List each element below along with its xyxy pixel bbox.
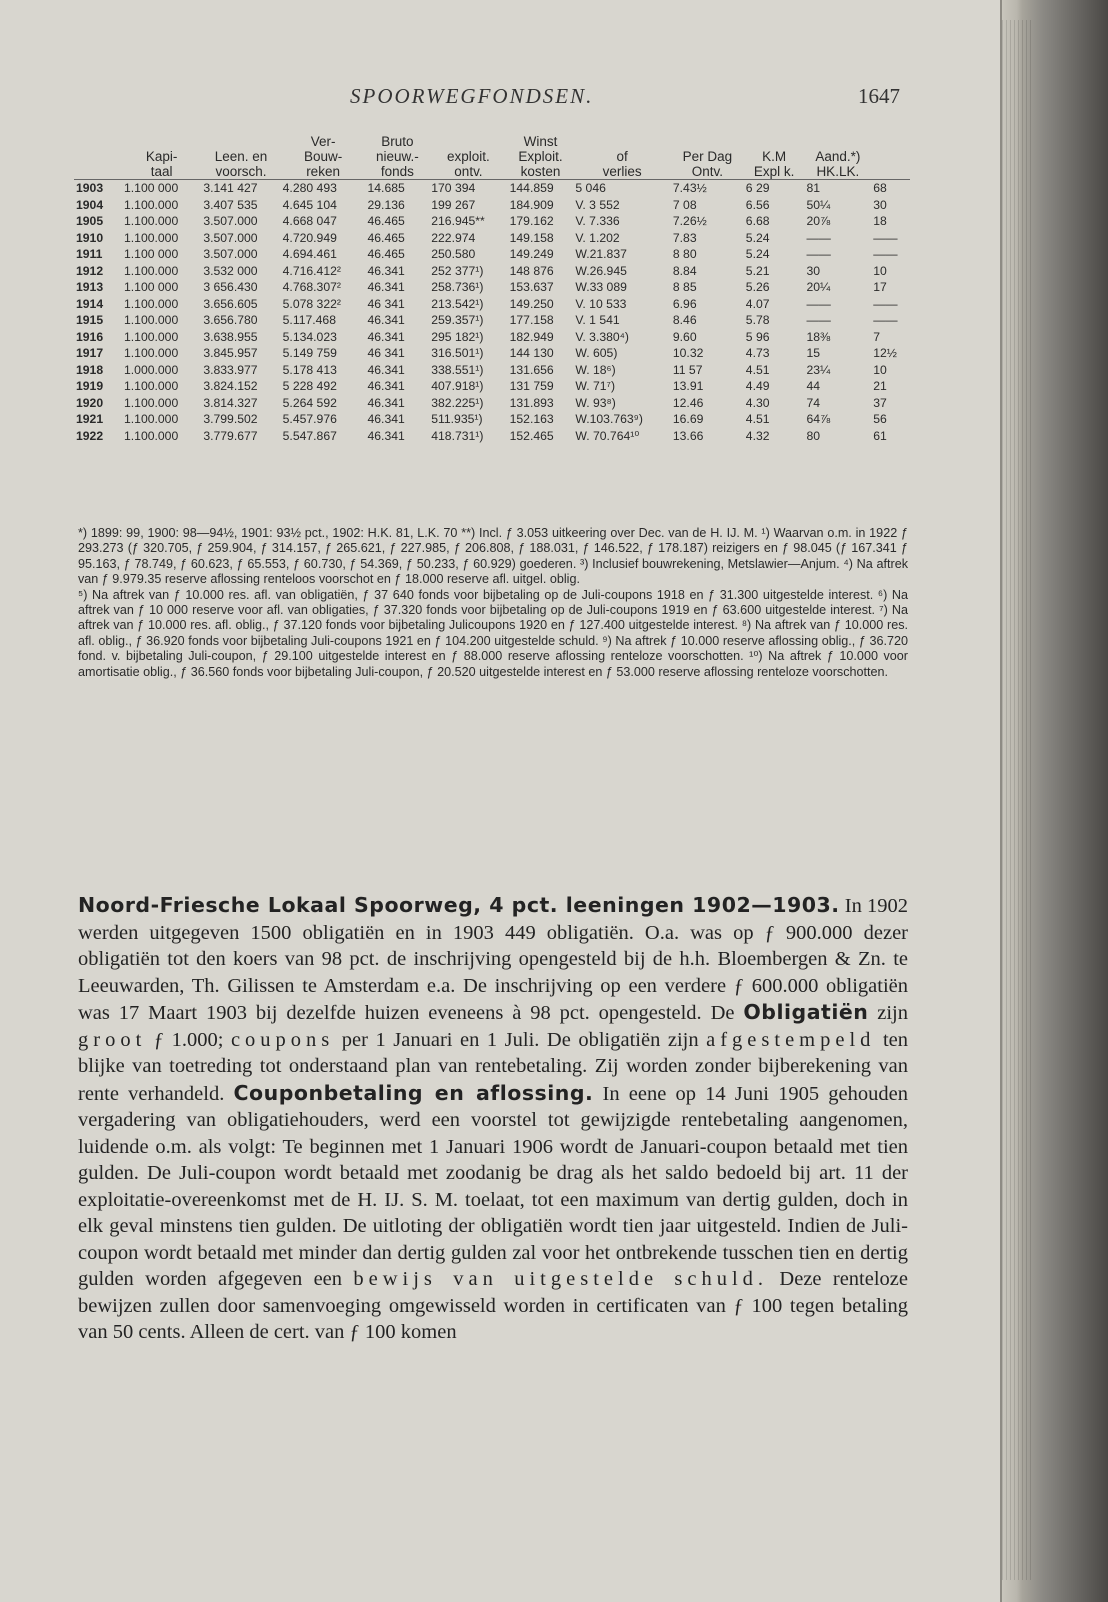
table-cell: 3.141 427 (201, 180, 280, 197)
year-cell: 1910 (76, 230, 104, 245)
book-page-edge (1002, 0, 1108, 1602)
table-cell: 1.100.000 (124, 412, 179, 427)
running-title: SPOORWEGFONDSEN. (350, 84, 594, 108)
column-header (429, 134, 507, 149)
table-cell: 16.69 (672, 412, 704, 427)
table-cell: 4.768.307² (282, 280, 341, 295)
column-header (573, 134, 670, 149)
table-cell: 5.24 (745, 230, 770, 245)
table-body (74, 180, 910, 445)
table-cell: 295 182¹) (431, 329, 484, 344)
year-cell: 1922 (76, 428, 104, 443)
table-cell: 144 130 (509, 346, 554, 361)
table-cell: 5 228 492 (282, 379, 337, 394)
table-cell: 7.43½ (671, 180, 744, 197)
table-cell: 149.249 (509, 247, 554, 262)
article-text: zijn (868, 1002, 908, 1024)
table-cell: 4.49 (745, 379, 770, 394)
table-row (74, 197, 910, 214)
table-cell: 222.974 (431, 230, 476, 245)
table-cell: 382.225¹) (431, 395, 484, 410)
table-cell: 9.60 (672, 329, 697, 344)
table-cell: 20⅞ (806, 214, 831, 229)
table-cell: 8 85 (672, 280, 697, 295)
table-row (74, 312, 910, 329)
table-cell: 37 (873, 395, 887, 410)
table-cell: V. 7.336 (575, 214, 620, 229)
table-cell: 316.501¹) (431, 346, 484, 361)
spaced-term: afgestempeld (706, 1028, 876, 1051)
table-cell: 407.918¹) (431, 379, 484, 394)
year-cell: 1911 (76, 247, 103, 262)
table-cell: 4.73 (745, 346, 770, 361)
table-cell: 4.716.412² (282, 263, 341, 278)
column-header: verlies (602, 164, 642, 179)
table-cell: 8.84 (672, 263, 697, 278)
table-cell: 1.100.000 (124, 379, 179, 394)
article (78, 892, 908, 1346)
table-cell: 10 (873, 263, 887, 278)
column-header: reken (306, 164, 340, 179)
table-cell: 3.833.977 (203, 362, 258, 377)
table-cell: 258.736¹) (431, 280, 484, 295)
column-header (74, 164, 122, 180)
column-header: Expl k. (753, 164, 795, 179)
spaced-term: bewijs van uitgestelde schuld. (353, 1268, 769, 1290)
table-cell: —— (806, 313, 831, 328)
table-cell: 131.893 (509, 395, 554, 410)
table-cell: W.26.945 (575, 263, 627, 278)
table-cell: 4.32 (745, 428, 770, 443)
table-cell: 144.859 (508, 180, 574, 197)
column-header (804, 134, 871, 149)
column-header (74, 149, 122, 164)
table-cell: 10 (873, 362, 887, 377)
spaced-term: coupons (230, 1028, 335, 1051)
table-cell: 3.656.605 (203, 296, 258, 311)
table-cell: 4.51 (745, 362, 770, 377)
article-text: In eene op 14 Juni 1905 gehouden vergadering van obligatiehouders, werd een voorstel tot gewijzigde rentebetaling aangenomen, luidende o.m. als volgt: Te beginnen met 1 Januari 1906 wordt de Januari-coupon betaald met tien gulden. De Juli-coupon wordt betaald met zoodanig be drag als het saldo bedoeld bij art. 11 der exploitatie-overeenkomst met de H. IJ. S. M. toelaat, tot een maximum van dertig gulden, doch in elk geval minstens tien gulden. De uitloting der obligatiën wordt tien jaar uitgesteld. Indien de Juli-coupon wordt betaald met minder dan dertig gulden zal voor het ontbrekende tusschen tien en dertig gulden worden afgegeven een (78, 1082, 908, 1290)
table-cell: 5.547.867 (282, 428, 337, 443)
table-cell: 7 08 (672, 197, 697, 212)
table-cell: 3.779.677 (203, 428, 258, 443)
table-cell: 3.507.000 (203, 214, 258, 229)
year-cell: 1912 (76, 263, 104, 278)
table-cell: 5.134.023 (282, 329, 337, 344)
table-cell: 13.66 (672, 428, 704, 443)
table-cell: 179.162 (509, 214, 554, 229)
table-cell: 511.935¹) (431, 412, 483, 427)
table-cell: 3.407 535 (203, 197, 258, 212)
table-cell: 56 (873, 412, 887, 427)
column-header: exploit. (447, 149, 490, 164)
article-text: In 1902 werden uitgegeven 1500 obligatiën en in 1903 449 obligatiën. O.a. was op ƒ 900.000 dezer obligatiën tot den koers van 98 pct. de inschrijving opengesteld bij de h.h. Bloembergen & Zn. te Leeuwarden, Th. Gilissen te Amsterdam e.a. De inschrijving op een verdere ƒ 600.000 obligatiën was 17 Maart 1903 bij dezelfde huizen eveneens à 98 pct. opengesteld. De (78, 895, 908, 1024)
table-cell: 184.909 (509, 197, 554, 212)
table-cell: 46.341 (367, 428, 405, 443)
table-cell: 7.26½ (672, 214, 707, 229)
table-row (74, 213, 910, 230)
table-cell: 5.78 (745, 313, 770, 328)
table-cell: 5.26 (745, 280, 770, 295)
table-cell: 46.341 (367, 263, 405, 278)
table-cell: 148 876 (509, 263, 554, 278)
table-header-row (74, 149, 910, 164)
table-cell: 338.551¹) (431, 362, 484, 377)
year-cell: 1915 (76, 313, 104, 328)
table-cell: 259.357¹) (431, 313, 484, 328)
table-cell: 20¼ (806, 280, 831, 295)
table-cell: —— (873, 230, 898, 245)
footnote-paragraph: ⁵) Na aftrek van ƒ 10.000 res. afl. van obligatiën, ƒ 37 640 fonds voor bijbetaling op de Juli-coupons 1918 en ƒ 31.300 uitgestelde interest. ⁶) Na aftrek van ƒ 10 000 reserve voor afl. van obligaties, ƒ 37.320 fonds voor bijbetaling op de Juli-coupons 1919 en ƒ 63.600 uitgestelde interest. ⁷) Na aftrek van ƒ 10.000 res. afl. oblig., ƒ 37.120 fonds voor bijbetaling Julicoupons 1920 en ƒ 127.400 uitgestelde interest. ⁸) Na aftrek van ƒ 10.000 res. afl. oblig., ƒ 36.920 fonds voor bijbetaling Juli-coupons 1921 en ƒ 104.200 uitgestelde schuld. ⁹) Na aftrek ƒ 10.000 reserve aflossing oblig., ƒ 36.720 fond. v. bijbetaling Juli-coupon, ƒ 29.100 uitgestelde interest en ƒ 88.000 reserve aflossing renteloze voorschotten. ¹⁰) Na aftrek ƒ 10.000 voor amortisatie oblig., ƒ 36.560 fonds voor bijbetaling Juli-coupon, ƒ 20.520 uitgestelde interest en ƒ 53.000 reserve aflossing renteloze voorschotten. (78, 587, 908, 679)
table-cell: 1.100.000 (124, 214, 179, 229)
column-header: of (616, 149, 628, 164)
year-cell: 1903 (74, 180, 122, 197)
table-cell: 1.100 000 (122, 180, 201, 197)
table-row (74, 428, 910, 445)
table-cell: 29.136 (367, 197, 405, 212)
table-cell: 149.158 (509, 230, 554, 245)
table-cell: 3.845.957 (203, 346, 258, 361)
table-header (74, 134, 910, 180)
table-cell: —— (806, 230, 831, 245)
column-header: Winst (523, 134, 558, 149)
table-cell: 46.465 (367, 247, 405, 262)
table-row (74, 345, 910, 362)
table-cell: 21 (873, 379, 887, 394)
table-row (74, 279, 910, 296)
column-header: kosten (520, 164, 561, 179)
column-header: Ontv. (691, 164, 723, 179)
table-cell: —— (806, 296, 831, 311)
table-cell: 1.100.000 (124, 346, 179, 361)
year-cell: 1913 (76, 280, 104, 295)
table-cell: 216.945** (431, 214, 485, 229)
table-cell: 131.656 (509, 362, 554, 377)
table-cell: 50¼ (806, 197, 831, 212)
table-cell: 18 (873, 214, 887, 229)
table-cell: 46 341 (367, 346, 405, 361)
year-cell: 1904 (76, 197, 104, 212)
column-header: taal (150, 164, 173, 179)
table-cell: 23¼ (806, 362, 831, 377)
table-cell: 5.24 (745, 247, 770, 262)
page-header (0, 80, 1000, 110)
table-cell: 5.178 413 (282, 362, 337, 377)
table-cell: 182.949 (509, 329, 554, 344)
table-cell: 61 (873, 428, 887, 443)
column-header: Bruto (381, 134, 414, 149)
table-cell: 81 (804, 180, 871, 197)
table-row (74, 411, 910, 428)
table-cell: 68 (871, 180, 910, 197)
table-cell: 5.457.976 (282, 412, 337, 427)
table-cell: 153.637 (509, 280, 554, 295)
table-cell: 131 759 (509, 379, 554, 394)
table-cell: W. 70.764¹⁰ (575, 428, 640, 443)
article-text: per 1 Januari en 1 Juli. De obligatiën zijn (334, 1028, 707, 1051)
table-cell: 1.100.000 (124, 428, 179, 443)
table-cell: 46.341 (367, 412, 405, 427)
column-header (122, 134, 201, 149)
table-cell: 4.30 (745, 395, 770, 410)
table-cell: 1.100.000 (124, 197, 179, 212)
year-cell: 1919 (76, 379, 104, 394)
table-cell: 4.668 047 (282, 214, 337, 229)
table-cell: 14.685 (366, 180, 430, 197)
table-row (74, 246, 910, 263)
year-cell: 1920 (76, 395, 104, 410)
table-cell: 74 (806, 395, 820, 410)
table-cell: W. 18⁶) (575, 362, 616, 377)
table-cell: 5.117.468 (282, 313, 336, 328)
table-cell: 8.46 (672, 313, 697, 328)
table-cell: 1.100.000 (124, 329, 179, 344)
table-cell: 46 341 (367, 296, 405, 311)
column-header: HK.LK. (816, 164, 860, 179)
table-cell: 3.814.327 (203, 395, 258, 410)
table-cell: 1.100.000 (124, 296, 179, 311)
table-cell: 4.280 493 (281, 180, 366, 197)
column-header: Kapi- (145, 149, 178, 164)
table-cell: 46.341 (367, 329, 405, 344)
footnotes (78, 526, 908, 680)
table-cell: 30 (873, 197, 887, 212)
table-cell: 15 (806, 346, 820, 361)
table-cell: 4.51 (745, 412, 770, 427)
table-row (74, 230, 910, 247)
table-cell: 5.078 322² (282, 296, 341, 311)
table-cell: V. 1 541 (575, 313, 620, 328)
table-cell: 46.341 (367, 362, 405, 377)
table-cell: 252 377¹) (431, 263, 484, 278)
table-cell: 5.264 592 (282, 395, 337, 410)
table-cell: V. 3 552 (575, 197, 620, 212)
table-row (74, 395, 910, 412)
table-row (74, 378, 910, 395)
table-cell: W.33 089 (575, 280, 627, 295)
table-cell: V. 10 533 (575, 296, 627, 311)
table-row (74, 329, 910, 346)
table-row (74, 362, 910, 379)
column-header: Exploit. (518, 149, 563, 164)
table-cell: 5.21 (745, 263, 770, 278)
table-cell: 46.465 (367, 230, 405, 245)
table-cell: 4.694.461 (282, 247, 337, 262)
table-cell: 5 046 (573, 180, 670, 197)
subheading-couponbetaling: Couponbetaling en aflossing. (233, 1080, 594, 1105)
table-cell: 4.645 104 (282, 197, 337, 212)
column-header: Bouw- (303, 149, 343, 164)
column-header: voorsch. (215, 164, 267, 179)
table-cell: 1.100.000 (124, 395, 179, 410)
table-cell: 152.163 (509, 412, 554, 427)
footnote-paragraph: *) 1899: 99, 1900: 98—94½, 1901: 93½ pct., 1902: H.K. 81, L.K. 70 **) Incl. ƒ 3.053 uitkeering over Dec. van de H. IJ. M. ¹) Waarvan o.m. in 1922 ƒ 293.273 (ƒ 320.705, ƒ 259.904, ƒ 314.157, ƒ 265.621, ƒ 227.985, ƒ 206.808, ƒ 188.031, ƒ 146.522, ƒ 178.187) reizigers en ƒ 98.045 (ƒ 167.341 ƒ 95.163, ƒ 78.749, ƒ 60.623, ƒ 65.553, ƒ 60.730, ƒ 54.369, ƒ 50.233, ƒ 60.929) goederen. ³) Inclusief bouwrekening, Metslawier—Anjum. ⁴) Na aftrek van ƒ 9.979.35 reserve aflossing renteloos voorschot en ƒ 18.000 reserve afl. uitgel. oblig. (78, 526, 908, 587)
table-cell: 30 (806, 263, 820, 278)
table-cell: 152.465 (509, 428, 554, 443)
table-cell: 4.720.949 (282, 230, 337, 245)
table-cell: 3 656.430 (203, 280, 258, 295)
column-header: Ver- (310, 134, 336, 149)
table-cell: V. 1.202 (575, 230, 620, 245)
table-cell: 1.100 000 (124, 280, 179, 295)
spaced-term: groot (78, 1028, 147, 1051)
table-cell: 199 267 (431, 197, 476, 212)
table-cell: 3.507.000 (203, 247, 258, 262)
subheading-obligatien: Obligatiën (743, 1000, 869, 1024)
table-cell: 6 29 (744, 180, 805, 197)
table-cell: —— (873, 296, 898, 311)
table-cell: 177.158 (509, 313, 554, 328)
column-header: Per Dag (682, 149, 733, 164)
table-cell: 170 394 (429, 180, 507, 197)
year-cell: 1921 (76, 412, 104, 427)
column-header: fonds (380, 164, 414, 179)
table-cell: 3.638.955 (203, 329, 258, 344)
table-header-row (74, 134, 910, 149)
table-cell: 6.68 (745, 214, 770, 229)
table-cell: 46.341 (367, 379, 405, 394)
column-header (744, 134, 805, 149)
table-cell: 213.542¹) (431, 296, 484, 311)
table-cell: 6.96 (672, 296, 697, 311)
column-header: K.M (762, 149, 787, 164)
table-cell: 1.100 000 (124, 247, 179, 262)
year-cell: 1916 (76, 329, 104, 344)
table-cell: 3.507.000 (203, 230, 258, 245)
table-cell: 64⅞ (806, 412, 831, 427)
table-cell: 1.100.000 (124, 313, 179, 328)
column-header: Aand.*) (815, 149, 861, 164)
table-cell: 46.341 (367, 280, 405, 295)
table-cell: 1.100.000 (124, 263, 179, 278)
table-cell: 10.32 (672, 346, 704, 361)
article-paragraph (78, 892, 908, 1346)
column-header: Leen. en (214, 149, 268, 164)
table-cell: 3.799.502 (203, 412, 258, 427)
year-cell: 1914 (76, 296, 104, 311)
year-cell: 1905 (76, 214, 104, 229)
table-cell: 3.824.152 (203, 379, 258, 394)
table-cell: 5 96 (745, 329, 770, 344)
table-cell: 3.656.780 (203, 313, 258, 328)
financial-table (74, 134, 910, 444)
table-cell: 5.149 759 (282, 346, 337, 361)
table-cell: 46.341 (367, 395, 405, 410)
table-cell: 12.46 (672, 395, 704, 410)
table-cell: 7.83 (672, 230, 697, 245)
table-cell: V. 3.380⁴) (575, 329, 629, 344)
table-cell: 46.341 (367, 313, 405, 328)
table-cell: 46.465 (367, 214, 405, 229)
table-cell: —— (806, 247, 831, 262)
table-cell: W. 71⁷) (575, 379, 616, 394)
table-cell: 11 57 (672, 362, 703, 377)
table-cell: 6.56 (745, 197, 770, 212)
column-header: nieuw.- (375, 149, 419, 164)
table-cell: 80 (806, 428, 820, 443)
table-cell: 3.532 000 (203, 263, 258, 278)
table-cell: 12½ (873, 346, 897, 361)
table-cell: —— (873, 313, 898, 328)
table-cell: W. 93⁸) (575, 395, 616, 410)
article-text: Deze renteloze bewijzen zullen door samenvoeging omgewisseld worden in certificaten van ƒ 100 tegen betaling van 50 cents. Alleen de cert. van ƒ 100 komen (78, 1268, 908, 1343)
column-header (74, 134, 122, 149)
page-number: 1647 (858, 84, 900, 108)
page-stack-lines (1002, 20, 1032, 1580)
table-cell: 18⅜ (806, 329, 831, 344)
article-heading: Noord-Friesche Lokaal Spoorweg, 4 pct. leeningen 1902—1903. (78, 893, 840, 917)
table-cell: 4.07 (745, 296, 770, 311)
table-cell: 8 80 (672, 247, 697, 262)
table-cell: 250.580 (431, 247, 476, 262)
table-cell: —— (873, 247, 898, 262)
article-text: ten blijke van toetreding tot onderstaand plan van rentebetaling. Zij worden zonder bijberekening van rente verhandeld. (78, 1028, 908, 1105)
table-cell: W.103.763⁹) (575, 412, 643, 427)
table-cell: 1.100.000 (124, 230, 179, 245)
table-cell: 17 (873, 280, 887, 295)
table-cell: W. 605) (575, 346, 618, 361)
table-cell: 13.91 (672, 379, 704, 394)
table-cell: 149.250 (509, 296, 554, 311)
table-row (74, 296, 910, 313)
table-cell: 7 (873, 329, 881, 344)
table-row (74, 180, 910, 197)
year-cell: 1917 (76, 346, 104, 361)
table-cell: 418.731¹) (431, 428, 484, 443)
table-cell: 1.000.000 (124, 362, 179, 377)
year-cell: 1918 (76, 362, 104, 377)
table-cell: 44 (806, 379, 820, 394)
table-cell: W.21.837 (575, 247, 627, 262)
table-header-row (74, 164, 910, 180)
table-row (74, 263, 910, 280)
article-text: ƒ 1.000; (146, 1028, 231, 1051)
column-header: ontv. (454, 164, 483, 179)
column-header (201, 134, 280, 149)
column-header (671, 134, 744, 149)
